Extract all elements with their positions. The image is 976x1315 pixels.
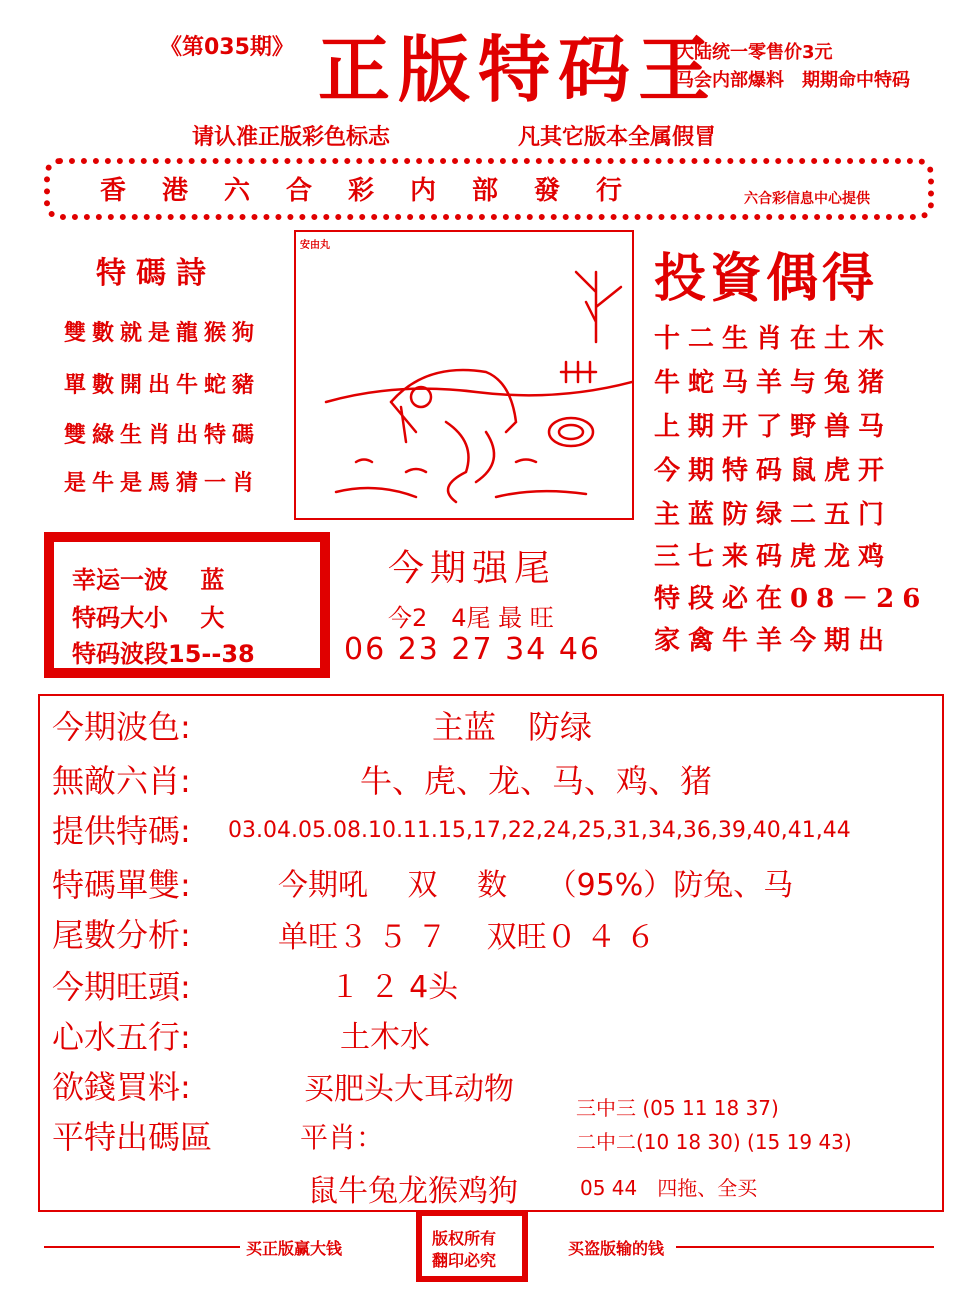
banner-text: 香港六合彩内部發行 <box>100 176 659 206</box>
combo-two: 二中二(10 18 30) (15 19 43) <box>576 1130 852 1154</box>
value-element: 土木水 <box>340 1020 430 1055</box>
invest-line: 三七来码虎龙鸡 <box>654 542 893 572</box>
strong-tail-title: 今期强尾 <box>388 548 557 589</box>
label-head: 今期旺頭: <box>52 968 191 1006</box>
invest-line: 牛蛇马羊与兔猪 <box>654 368 893 398</box>
poem-line: 單數開出牛蛇豬 <box>64 372 261 398</box>
footer-left-text: 买正版赢大钱 <box>246 1239 343 1258</box>
poem-line: 雙數就是龍猴狗 <box>64 320 261 346</box>
value-flat-animals: 鼠牛兔龙猴鸡狗 <box>308 1174 518 1209</box>
illustration-label: 安由丸 <box>300 240 330 251</box>
banner-note: 六合彩信息中心提供 <box>744 191 870 207</box>
counterfeit-note: 凡其它版本全属假冒 <box>518 125 717 150</box>
value-head: １ ２ 4头 <box>330 970 459 1005</box>
value-flat-label: 平肖： <box>300 1121 385 1154</box>
lucky-wave: 幸运一波 蓝 <box>72 566 225 594</box>
label-flat: 平特出碼區 <box>52 1118 213 1156</box>
tagline: 马会内部爆料 期期命中特码 <box>676 70 910 91</box>
label-tail: 尾數分析: <box>52 916 191 954</box>
invest-line: 今期特码鼠虎开 <box>654 456 893 486</box>
invest-line: 十二生肖在土木 <box>654 324 893 354</box>
value-oddeven: 今期吼 双 数 （95%）防兔、马 <box>278 868 794 903</box>
authenticity-note: 请认准正版彩色标志 <box>192 125 391 150</box>
illustration-frame <box>294 230 634 520</box>
copyright-line2: 翻印必究 <box>432 1251 497 1270</box>
lucky-range: 特码波段15--38 <box>72 640 255 668</box>
copyright-line1: 版权所有 <box>432 1229 497 1248</box>
page-title: 正版特码王 <box>318 27 719 112</box>
label-codes: 提供特碼: <box>52 812 191 850</box>
footer-rule-left <box>44 1246 240 1248</box>
lucky-size: 特码大小 大 <box>72 604 225 632</box>
value-tail: 单旺３ ５ ７ 双旺０ ４ ６ <box>278 920 656 955</box>
poem-title: 特碼詩 <box>96 256 216 291</box>
invest-title: 投資偶得 <box>654 249 879 309</box>
value-wave: 主蓝 防绿 <box>432 708 593 746</box>
value-codes: 03.04.05.08.10.11.15,17,22,24,25,31,34,36,39,40,41,44 <box>228 818 851 843</box>
strong-tail-sub: 今2 4尾 最 旺 <box>388 604 554 632</box>
price-line: 大陆统一零售价3元 <box>676 42 833 63</box>
combo-three: 三中三 (05 11 18 37) <box>576 1096 779 1120</box>
invest-line: 上期开了野兽马 <box>654 412 893 442</box>
label-buy: 欲錢買料: <box>52 1068 191 1106</box>
issue-number: 《第035期》 <box>160 35 294 60</box>
label-element: 心水五行: <box>52 1018 191 1056</box>
invest-line: 特段必在08－26 <box>654 584 929 614</box>
label-six: 無敵六肖: <box>52 762 191 800</box>
footer-rule-right <box>676 1246 934 1248</box>
invest-line: 主蓝防绿二五门 <box>654 500 893 530</box>
footer-right-text: 买盗版输的钱 <box>568 1239 665 1258</box>
strong-tail-numbers: 06 23 27 34 46 <box>344 632 602 667</box>
poem-line: 雙綠生肖出特碼 <box>64 422 261 448</box>
label-oddeven: 特碼單雙: <box>52 866 191 904</box>
invest-line: 家禽牛羊今期出 <box>654 626 893 656</box>
illustration <box>296 232 632 518</box>
poem-line: 是牛是馬猜一肖 <box>64 470 261 496</box>
label-wave: 今期波色: <box>52 708 191 746</box>
value-buy: 买肥头大耳动物 <box>304 1072 514 1107</box>
value-six: 牛、虎、龙、马、鸡、猪 <box>360 762 713 800</box>
combo-drag: 05 44 四拖、全买 <box>580 1176 758 1200</box>
